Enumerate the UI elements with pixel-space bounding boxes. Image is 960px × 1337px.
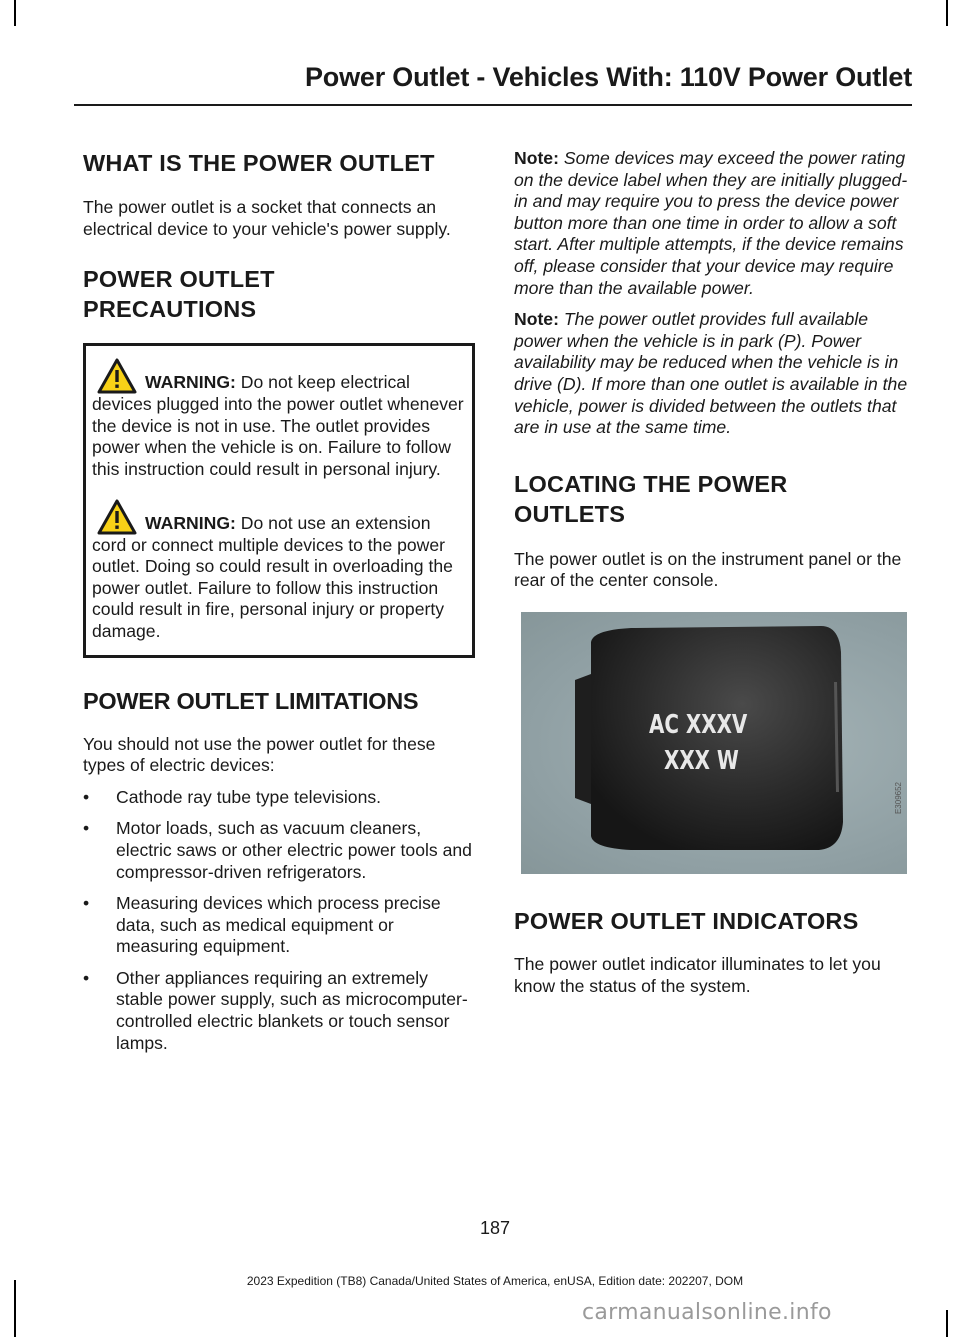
image-code: E309652 [894,781,903,814]
note-text: The power outlet provides full available power when the vehicle is in park (P). Power availability may be reduced when the vehicle is in drive (D). If more than one outlet is available in the vehicle, power is divided between the outlets that are in use at the same time. [514,309,908,438]
limitations-list [83,787,475,1055]
heading-what-is-power-outlet: WHAT IS THE POWER OUTLET [83,150,435,176]
warning-1 [92,358,464,480]
warning-1-text: Do not keep electrical devices plugged into the power outlet whenever the device is not in use. The outlet provides power when the vehicle is on. Failure to follow this instruction could result in personal injury. [92,372,464,479]
list-item: • Motor loads, such as vacuum cleaners, electric saws or other electric power tools and compressor-driven refrigerators. [83,818,472,882]
page-header-title: Power Outlet - Vehicles With: 110V Power Outlet [304,62,912,92]
bullet-marker: • [83,893,90,914]
note-soft-start [514,148,908,299]
warning-2-text: Do not use an extension cord or connect multiple devices to the power outlet. Doing so could result in overloading the power outlet. Failure to follow this instruction could result in fire, personal injury or property damage. [92,512,453,641]
bullet-marker: • [83,967,90,988]
list-item: • Other appliances requiring an extremely stable power supply, such as microcomputer-controlled electric blankets or touch sensor lamps. [83,967,468,1053]
header-rule [74,104,912,106]
watermark-text: carmanualsonline.info [582,1300,832,1325]
outlet-rating-line1: AC XXXV [649,709,748,740]
heading-precautions-line2: PRECAUTIONS [83,296,257,323]
heading-power-outlet-indicators: POWER OUTLET INDICATORS [514,907,859,934]
crop-mark-bottom-left [14,1280,16,1337]
paragraph-outlet-location: The power outlet is on the instrument panel or the rear of the center console. [514,548,902,591]
paragraph-indicator-status: The power outlet indicator illuminates to let you know the status of the system. [514,953,881,996]
crop-mark-bottom-right [946,1310,948,1337]
heading-locating-outlets-line1: LOCATING THE POWER [514,470,788,497]
note-label: Note: [514,309,559,330]
list-item: • Cathode ray tube type televisions. [83,786,382,807]
page-number: 187 [479,1218,511,1238]
paragraph-limitations-intro: You should not use the power outlet for these types of electric devices: [83,733,436,776]
note-power-availability [514,309,908,439]
warning-1-label: WARNING: [145,372,236,393]
note-label: Note: [514,148,559,168]
warning-2 [92,499,464,643]
heading-power-outlet-limitations: POWER OUTLET LIMITATIONS [83,687,419,714]
outlet-cover-drawing [521,612,907,874]
bullet-marker: • [83,818,90,839]
heading-precautions-line1: POWER OUTLET [83,266,275,293]
list-item: • Measuring devices which process precise data, such as medical equipment or measuring equipment. [83,893,441,957]
left-column [83,148,475,1064]
outlet-rating-line2: XXX W [664,745,739,776]
crop-mark-top-left [14,0,16,26]
heading-locating-outlets-line2: OUTLETS [514,500,626,527]
power-outlet-cover-image [521,612,907,874]
edition-info: 2023 Expedition (TB8) Canada/United States of America, enUSA, Edition date: 202207, DOM [246,1274,744,1288]
right-column [514,148,908,997]
note-text: Some devices may exceed the power rating on the device label when they are initially plugged-in and may require you to press the device power button more than one time in order to allow a soft start. After multiple attempts, if the device remains off, please consider that your device may require more than the available power. [514,148,908,298]
crop-mark-top-right [946,0,948,26]
warning-box [83,343,475,657]
bullet-marker: • [83,786,90,807]
warning-triangle-icon [97,358,137,394]
paragraph-power-outlet-definition: The power outlet is a socket that connects an electrical device to your vehicle's power supply. [83,197,451,239]
warning-triangle-icon [97,499,137,535]
warning-2-label: WARNING: [145,512,236,533]
